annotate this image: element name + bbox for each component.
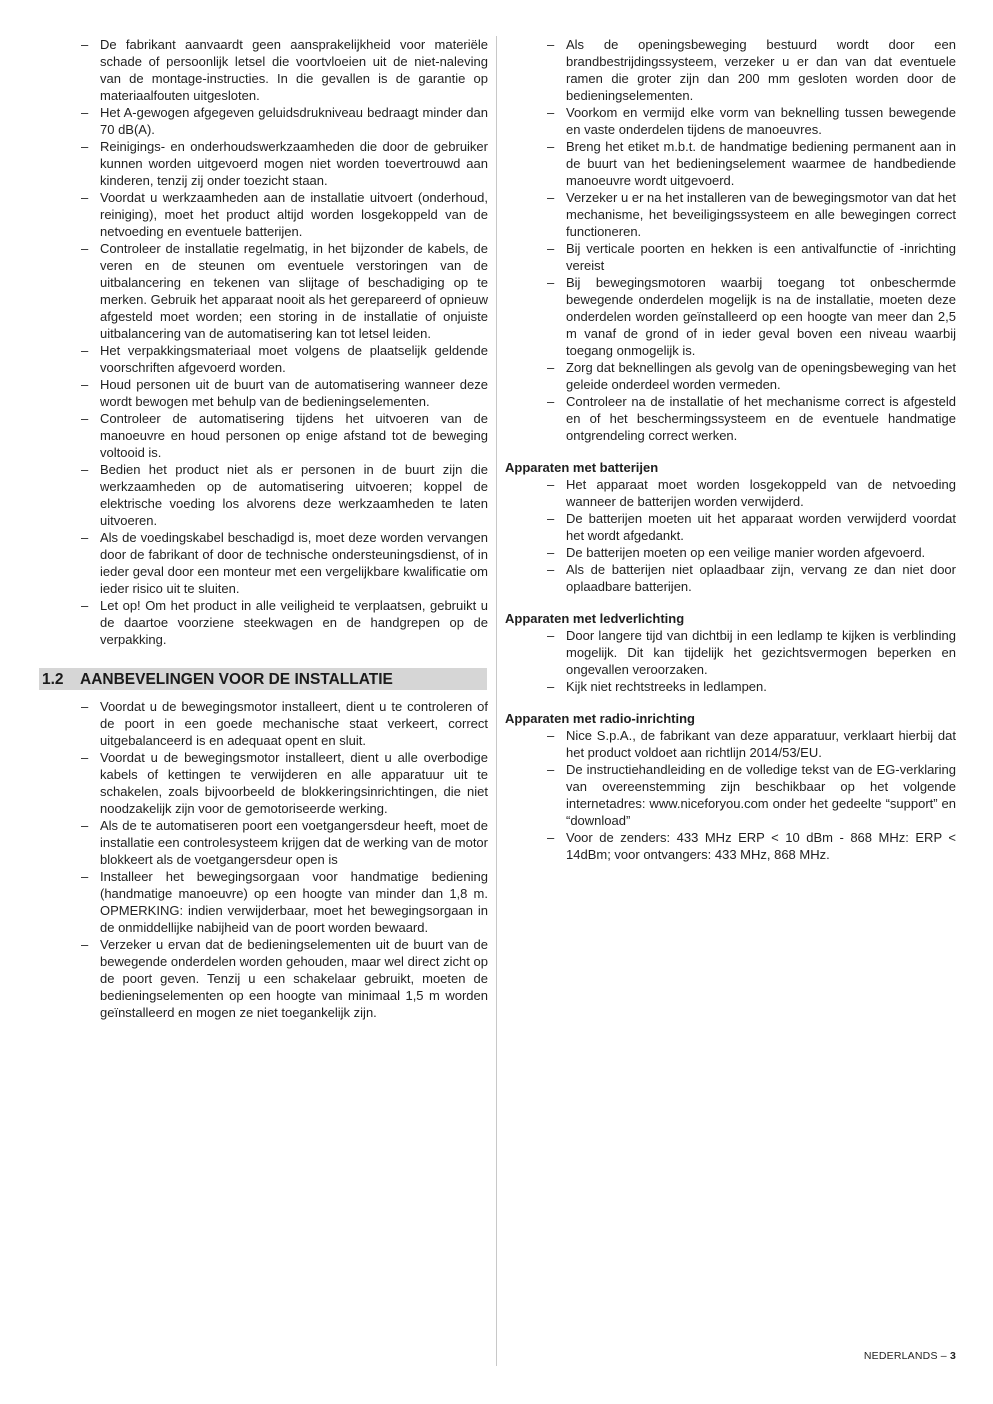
list-item: – Kijk niet rechtstreeks in ledlampen. <box>546 678 956 695</box>
list-item: – Breng het etiket m.b.t. de handmatige bediening permanent aan in de buurt van het bedieningselement waarmee de handbediende manoeuvre wordt uitgevoerd. <box>546 138 956 189</box>
list-item: – Bij verticale poorten en hekken is een antivalfunctie of -inrichting vereist <box>546 240 956 274</box>
safety-list-continued <box>546 36 956 444</box>
left-column <box>42 36 488 1021</box>
section-number: 1.2 <box>42 670 64 688</box>
radio-list <box>546 727 956 863</box>
list-item: – Door langere tijd van dichtbij in een ledlamp te kijken is verblinding mogelijk. Dit kan tijdelijk het gezichtsvermogen beperken en ongevallen veroorzaken. <box>546 627 956 678</box>
page-number: 3 <box>949 1350 956 1362</box>
list-item: – Nice S.p.A., de fabrikant van deze apparatuur, verklaart hierbij dat het product voldoet aan richtlijn 2014/53/EU. <box>546 727 956 761</box>
list-item: – Bij bewegingsmotoren waarbij toegang tot onbeschermde bewegende onderdelen mogelijk is na de installatie, moeten deze onderdelen worden geïnstalleerd op een hoogte van meer dan 2,5 m vanaf de grond of in ieder geval boven een niveau waarbij toegang onmogelijk is. <box>546 274 956 359</box>
safety-list-top <box>80 36 488 648</box>
list-item: – Als de voedingskabel beschadigd is, moet deze worden vervangen door de fabrikant of door de technische ondersteuningsdienst, of in ieder geval door een monteur met een vergelijkbare kwalificatie om ieder risico uit te sluiten. <box>80 529 488 597</box>
list-item: – Voor de zenders: 433 MHz ERP < 10 dBm - 868 MHz: ERP < 14dBm; voor ontvangers: 433 MHz, 868 MHz. <box>546 829 956 863</box>
led-list <box>546 627 956 695</box>
batteries-list <box>546 476 956 595</box>
list-item: – Let op! Om het product in alle veiligheid te verplaatsen, gebruikt u de daartoe voorziene steekwagen en de handgrepen op de verpakking. <box>80 597 488 648</box>
section-heading <box>39 668 487 690</box>
list-item: – Bedien het product niet als er personen in de buurt zijn die werkzaamheden op de automatisering uitvoeren; koppel de elektrische voeding los alvorens deze werkzaamheden te laten uitvoeren. <box>80 461 488 529</box>
list-item: – Het verpakkingsmateriaal moet volgens de plaatselijk geldende voorschriften afgevoerd worden. <box>80 342 488 376</box>
list-item: – Als de te automatiseren poort een voetgangersdeur heeft, moet de installatie een controlesysteem krijgen dat de werking van de motor blokkeert als de voetgangersdeur open is <box>80 817 488 868</box>
list-item: – Controleer de installatie regelmatig, in het bijzonder de kabels, de veren en de steunen om eventuele verstoringen van de uitbalancering en tekenen van slijtage of beschadiging op te merken. Gebruik het apparaat nooit als het gerepareerd of opnieuw afgesteld moet worden; een storing in de installatie of onjuiste uitbalancering van de automatisering kan tot letsel leiden. <box>80 240 488 342</box>
list-item: – Controleer de automatisering tijdens het uitvoeren van de manoeuvre en houd personen op enige afstand tot de beweging voltooid is. <box>80 410 488 461</box>
column-divider <box>496 36 497 1366</box>
list-item: – Voordat u de bewegingsmotor installeert, dient u te controleren of de poort in een goede mechanische staat verkeert, correct uitgebalanceerd is en adequaat opent en sluit. <box>80 698 488 749</box>
list-item: – Het A-gewogen afgegeven geluidsdrukniveau bedraagt minder dan 70 dB(A). <box>80 104 488 138</box>
list-item: – Als de openingsbeweging bestuurd wordt door een brandbestrijdingssysteem, verzeker u er dan van dat eventuele ramen die groter zijn dan 200 mm gesloten worden door de bedieningselementen. <box>546 36 956 104</box>
list-item: – Voordat u de bewegingsmotor installeert, dient u alle overbodige kabels of kettingen te verwijderen en alle apparatuur uit te schakelen, zoals bijvoorbeeld de blokkeringsinrichtingen, die niet noodzakelijk zijn voor de gemotoriseerde werking. <box>80 749 488 817</box>
list-item: – Verzeker u ervan dat de bedieningselementen uit de buurt van de bewegende onderdelen worden gehouden, maar wel direct zicht op de poort geven. Tenzij u een schakelaar gebruikt, moeten de bedieningselementen op een hoogte van minimaal 1,5 m worden geïnstalleerd en mogen ze niet toegankelijk zijn. <box>80 936 488 1021</box>
list-item: – Houd personen uit de buurt van de automatisering wanneer deze wordt bewogen met behulp van de bedieningselementen. <box>80 376 488 410</box>
list-item: – Zorg dat beknellingen als gevolg van de openingsbeweging van het geleide onderdeel worden vermeden. <box>546 359 956 393</box>
list-item: – Als de batterijen niet oplaadbaar zijn, vervang ze dan niet door oplaadbare batterijen. <box>546 561 956 595</box>
footer-language: NEDERLANDS <box>863 1350 938 1362</box>
list-item: – Reinigings- en onderhoudswerkzaamheden die door de gebruiker kunnen worden uitgevoerd mogen niet worden toevertrouwd aan kinderen, tenzij zij onder toezicht staan. <box>80 138 488 189</box>
installation-list <box>80 698 488 1021</box>
right-column <box>505 36 956 863</box>
list-item: – Voordat u werkzaamheden aan de installatie uitvoert (onderhoud, reiniging), moet het product altijd worden losgekoppeld van de netvoeding en eventuele batterijen. <box>80 189 488 240</box>
list-item: – De fabrikant aanvaardt geen aansprakelijkheid voor materiële schade of persoonlijk letsel die voortvloeien uit de niet-naleving van de montage-instructies. In die gevallen is de garantie op materiaalfouten uitgesloten. <box>80 36 488 104</box>
page-footer <box>864 1350 956 1362</box>
list-item: – De instructiehandleiding en de volledige tekst van de EG-verklaring van overeenstemming zijn beschikbaar op het volgende internetadres: www.niceforyou.com onder het gedeelte “support” en “download” <box>546 761 956 829</box>
list-item: – Controleer na de installatie of het mechanisme correct is afgesteld en of het beschermingssysteem en de eventuele handmatige ontgrendeling correct werken. <box>546 393 956 444</box>
section-title: AANBEVELINGEN VOOR DE INSTALLATIE <box>80 670 393 688</box>
subheading-led: Apparaten met ledverlichting <box>505 611 685 626</box>
list-item: – De batterijen moeten op een veilige manier worden afgevoerd. <box>546 544 956 561</box>
list-item: – Verzeker u er na het installeren van de bewegingsmotor van dat het mechanisme, het beveiligingssysteem en alle bewegingen correct functioneren. <box>546 189 956 240</box>
list-item: – De batterijen moeten uit het apparaat worden verwijderd voordat het wordt afgedankt. <box>546 510 956 544</box>
list-item: – Voorkom en vermijd elke vorm van beknelling tussen bewegende en vaste onderdelen tijdens de manoeuvres. <box>546 104 956 138</box>
list-item: – Installeer het bewegingsorgaan voor handmatige bediening (handmatige manoeuvre) op een hoogte van minder dan 1,8 m. OPMERKING: indien verwijderbaar, moet het bewegingsorgaan in de onmiddellijke nabijheid van de poort worden bewaard. <box>80 868 488 936</box>
list-item: – Het apparaat moet worden losgekoppeld van de netvoeding wanneer de batterijen worden verwijderd. <box>546 476 956 510</box>
subheading-batteries: Apparaten met batterijen <box>505 460 659 475</box>
footer-separator: – <box>940 1350 947 1362</box>
subheading-radio: Apparaten met radio-inrichting <box>505 711 695 726</box>
